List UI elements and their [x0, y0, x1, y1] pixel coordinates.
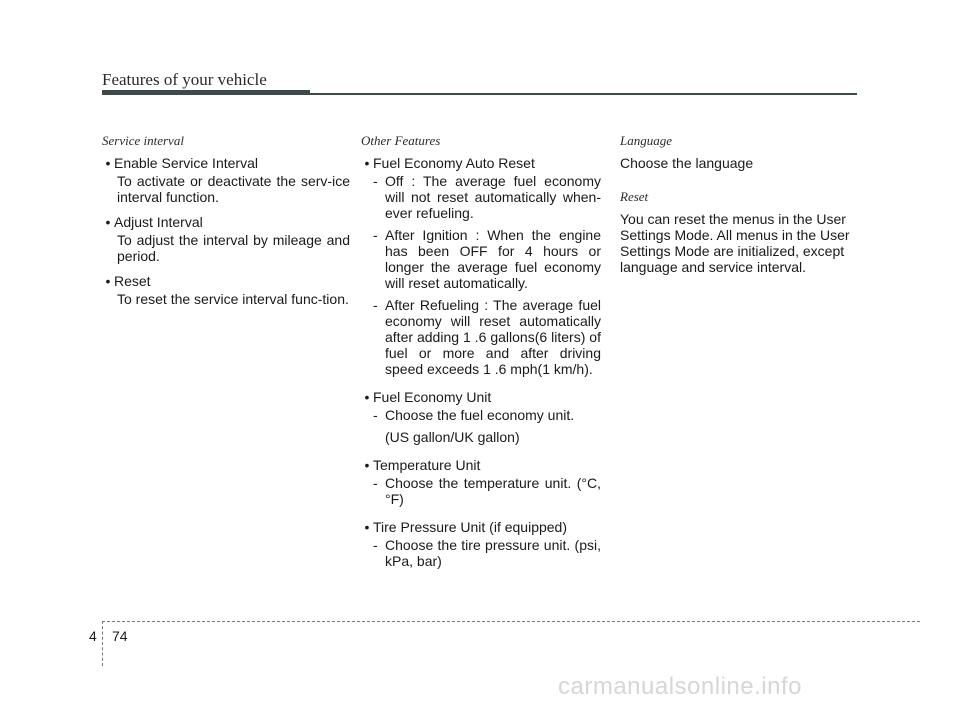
bullet-item: [102, 273, 350, 289]
bullet-label: Adjust Interval: [114, 214, 203, 230]
column-language-reset: [620, 133, 860, 293]
bullet-icon: •: [364, 519, 370, 535]
page-number: 74: [112, 628, 128, 644]
sub-item: [361, 475, 601, 507]
chapter-number: 4: [89, 628, 97, 644]
header-bar-thick: [102, 90, 310, 95]
bullet-icon: •: [364, 155, 370, 171]
section-heading-language: Language: [620, 133, 672, 148]
bullet-description: To adjust the interval by mileage and period.: [117, 232, 350, 264]
bullet-label: Reset: [114, 273, 151, 289]
bullet-item: [361, 389, 601, 405]
bullet-label: Fuel Economy Unit: [373, 389, 492, 405]
bullet-label: Tire Pressure Unit (if equipped): [373, 519, 568, 535]
reset-text: You can reset the menus in the User Settings Mode. All menus in the User Settings Mode are initialized, except language and service interval.: [620, 211, 850, 275]
bullet-icon: •: [364, 389, 370, 405]
bullet-item: [102, 214, 350, 230]
footer-divider: [102, 621, 103, 666]
sub-item: [361, 173, 601, 221]
section-heading-service-interval: Service interval: [102, 133, 184, 148]
sub-item-text: Choose the tire pressure unit. (psi, kPa, bar): [385, 537, 601, 569]
bullet-label: Enable Service Interval: [114, 155, 258, 171]
dash-icon: -: [373, 227, 378, 243]
language-text: Choose the language: [620, 155, 754, 171]
footer-rule: [102, 621, 920, 622]
section-heading-reset: Reset: [620, 189, 649, 204]
bullet-label: Fuel Economy Auto Reset: [373, 155, 535, 171]
bullet-item: [361, 155, 601, 171]
column-service-interval: [102, 133, 350, 316]
dash-icon: -: [373, 407, 378, 423]
bullet-icon: •: [364, 457, 370, 473]
bullet-description: To reset the service interval func-tion.: [117, 291, 349, 307]
bullet-label: Temperature Unit: [373, 457, 481, 473]
sub-item: [361, 537, 601, 569]
dash-icon: -: [373, 297, 378, 313]
sub-item-text: Choose the fuel economy unit.: [385, 407, 575, 423]
bullet-item: [361, 519, 601, 535]
page-header-title: Features of your vehicle: [102, 70, 267, 89]
bullet-item: [361, 457, 601, 473]
sub-item-text: After Ignition : When the engine has been OFF for 4 hours or longer the average fuel economy will reset automatically.: [385, 227, 601, 291]
dash-icon: -: [373, 173, 378, 189]
sub-item-text: Choose the temperature unit. (°C,°F): [385, 475, 601, 507]
sub-item-extra: (US gallon/UK gallon): [385, 429, 520, 445]
sub-item: [361, 227, 601, 291]
bullet-icon: •: [105, 273, 111, 289]
section-heading-other-features: Other Features: [361, 133, 441, 148]
column-other-features: [361, 133, 601, 575]
sub-item: [361, 407, 601, 423]
bullet-icon: •: [105, 214, 111, 230]
sub-item-text: Off : The average fuel economy will not reset automatically when-ever refueling.: [385, 173, 601, 221]
header-rule: [310, 93, 857, 95]
bullet-item: [102, 155, 350, 171]
bullet-description: To activate or deactivate the serv-ice interval function.: [117, 173, 350, 205]
sub-item: [361, 297, 601, 377]
watermark: carmanualsonline.info: [558, 673, 802, 700]
dash-icon: -: [373, 537, 378, 553]
sub-item-text: After Refueling : The average fuel economy will reset automatically after adding 1 .6 gallons(6 liters) of fuel or more and after driving speed exceeds 1 .6 mph(1 km/h).: [385, 297, 601, 377]
bullet-icon: •: [105, 155, 111, 171]
dash-icon: -: [373, 475, 378, 491]
